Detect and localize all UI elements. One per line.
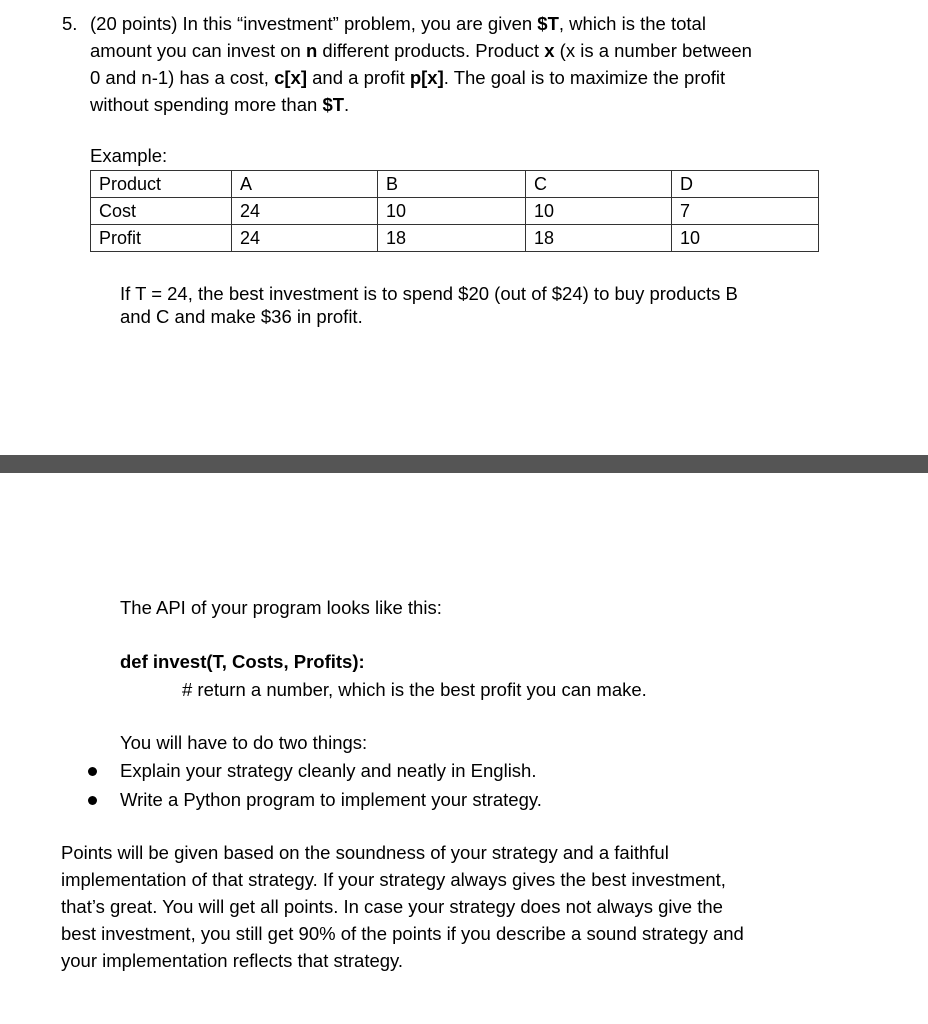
table-cell: Product [91,171,232,198]
table-cell: 18 [526,225,672,252]
bold-term: $T [537,13,559,34]
problem-line-2: amount you can invest on n different products. Product x (x is a number between [90,40,752,61]
grading-line-5: your implementation reflects that strategy. [61,950,404,971]
table-row [91,198,819,225]
table-cell: Profit [91,225,232,252]
table-row [91,225,819,252]
api-signature: def invest(T, Costs, Profits): [120,651,365,672]
table-cell: C [526,171,672,198]
table-row [91,171,819,198]
bold-term: n [305,40,318,61]
grading-line-2: implementation of that strategy. If your strategy always gives the best investment, [61,869,726,890]
tasks-intro: You will have to do two things: [120,732,368,753]
table-cell: 18 [378,225,526,252]
bold-term: p[x] [409,67,444,88]
grading-line-1: Points will be given based on the soundness of your strategy and a faithful [61,842,669,863]
bold-term: $T [322,94,345,115]
bold-term: c[x] [274,67,307,88]
list-item: Explain your strategy cleanly and neatly in English. [120,760,537,781]
example-explanation-line-1: If T = 24, the best investment is to spend $20 (out of $24) to buy products B [120,283,738,304]
table-cell: D [672,171,819,198]
table-cell: Cost [91,198,232,225]
list-item: Write a Python program to implement your strategy. [120,789,542,810]
table-cell: 24 [232,198,378,225]
problem-line-4: without spending more than $T. [90,94,350,115]
api-intro: The API of your program looks like this: [120,597,442,618]
table-cell: B [378,171,526,198]
api-comment: # return a number, which is the best profit you can make. [182,679,647,700]
grading-line-3: that’s great. You will get all points. In case your strategy does not always give the [61,896,723,917]
problem-line-1: (20 points) In this “investment” problem, you are given $T, which is the total [90,13,706,34]
example-table [90,170,819,252]
example-label: Example: [90,145,168,166]
table-cell: A [232,171,378,198]
table-cell: 24 [232,225,378,252]
grading-line-4: best investment, you still get 90% of the points if you describe a sound strategy and [61,923,744,944]
table-cell: 10 [378,198,526,225]
bullet-icon [88,767,97,776]
page-divider [0,455,928,473]
table-cell: 7 [672,198,819,225]
bold-term: x [544,40,555,61]
table-cell: 10 [672,225,819,252]
bullet-icon [88,796,97,805]
problem-line-3: 0 and n-1) has a cost, c[x] and a profit p[x]. The goal is to maximize the profit [90,67,726,88]
table-cell: 10 [526,198,672,225]
problem-number: 5. [62,13,78,34]
example-explanation-line-2: and C and make $36 in profit. [120,306,363,327]
